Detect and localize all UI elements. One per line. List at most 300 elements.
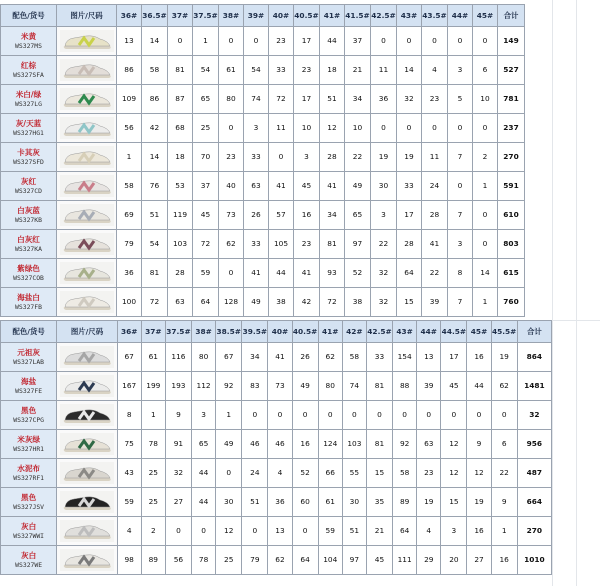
column-header: 40.5#: [294, 5, 320, 27]
size-quantity-cell: 79: [117, 230, 142, 259]
column-header: 合计: [517, 321, 551, 343]
colorway-cell: [1, 430, 57, 459]
table-row: [1, 201, 525, 230]
size-quantity-cell: 26: [292, 343, 318, 372]
size-quantity-cell: 15: [397, 288, 422, 317]
size-quantity-cell: 44: [320, 27, 345, 56]
column-header: 38.5#: [216, 321, 242, 343]
row-total-cell: 781: [498, 85, 525, 114]
size-quantity-cell: 73: [219, 201, 244, 230]
size-quantity-cell: 2: [473, 143, 498, 172]
product-image-cell: [57, 372, 117, 401]
size-quantity-cell: 33: [366, 343, 392, 372]
size-quantity-cell: 16: [292, 430, 318, 459]
column-header: 41#: [320, 5, 345, 27]
size-quantity-cell: 44: [192, 459, 216, 488]
size-quantity-cell: 55: [342, 459, 366, 488]
size-quantity-cell: 58: [393, 459, 417, 488]
size-quantity-cell: 10: [294, 114, 320, 143]
column-header: 38#: [219, 5, 244, 27]
sneaker-image: [60, 117, 114, 139]
colorway-name: 卡其灰: [17, 147, 40, 157]
colorway-name: 元祖灰: [17, 347, 41, 357]
size-quantity-cell: 52: [292, 459, 318, 488]
size-quantity-cell: 30: [342, 488, 366, 517]
size-quantity-cell: 105: [269, 230, 294, 259]
size-quantity-cell: 38: [345, 288, 371, 317]
colorway-name: 白灰红: [17, 234, 40, 244]
sku-code: WS327SFD: [13, 158, 44, 167]
size-quantity-cell: 46: [268, 430, 292, 459]
size-quantity-cell: 44: [467, 372, 491, 401]
size-quantity-cell: 45: [366, 546, 392, 575]
sneaker-image: [60, 88, 114, 110]
size-quantity-cell: 0: [467, 401, 491, 430]
size-quantity-cell: 17: [441, 343, 467, 372]
size-quantity-cell: 41: [320, 172, 345, 201]
size-quantity-cell: 92: [216, 372, 242, 401]
size-quantity-cell: 0: [219, 114, 244, 143]
size-quantity-cell: 103: [342, 430, 366, 459]
row-total-cell: 487: [517, 459, 551, 488]
column-header: 37#: [141, 321, 165, 343]
size-quantity-cell: 22: [491, 459, 517, 488]
product-image-cell: [57, 517, 117, 546]
row-total-cell: 615: [498, 259, 525, 288]
colorway-name: 水泥布: [17, 463, 41, 473]
size-quantity-cell: 72: [193, 230, 219, 259]
product-image-cell: [57, 459, 117, 488]
size-quantity-cell: 54: [244, 56, 269, 85]
colorway-name: 灰/天蓝: [15, 118, 42, 128]
size-quantity-cell: 4: [422, 56, 448, 85]
size-quantity-cell: 0: [292, 517, 318, 546]
size-quantity-cell: 33: [244, 230, 269, 259]
row-total-cell: 270: [498, 143, 525, 172]
size-quantity-cell: 32: [371, 288, 397, 317]
size-quantity-cell: 62: [318, 343, 342, 372]
column-header: 42.5#: [366, 321, 392, 343]
sneaker-image: [60, 549, 114, 571]
size-quantity-cell: 44: [269, 259, 294, 288]
size-quantity-cell: 79: [242, 546, 268, 575]
size-quantity-cell: 119: [168, 201, 193, 230]
size-quantity-cell: 62: [268, 546, 292, 575]
sneaker-image: [60, 204, 114, 226]
column-header: 图片/尺码: [57, 5, 117, 27]
column-header: 38#: [192, 321, 216, 343]
size-quantity-cell: 1: [117, 143, 142, 172]
colorway-name: 米黄: [20, 31, 37, 41]
size-quantity-cell: 0: [219, 27, 244, 56]
size-quantity-cell: 32: [165, 459, 191, 488]
size-quantity-cell: 36: [268, 488, 292, 517]
colorway-name: 黑色: [21, 492, 37, 502]
table-row: [1, 27, 525, 56]
size-quantity-cell: 23: [269, 27, 294, 56]
colorway-name: 米灰绿: [17, 434, 41, 444]
size-quantity-cell: 42: [294, 288, 320, 317]
row-total-cell: 1010: [517, 546, 551, 575]
size-quantity-cell: 32: [397, 85, 422, 114]
size-quantity-cell: 100: [117, 288, 142, 317]
size-quantity-cell: 38: [269, 288, 294, 317]
size-quantity-cell: 51: [142, 201, 168, 230]
size-quantity-cell: 25: [141, 459, 165, 488]
sku-code: WS327FB: [15, 303, 42, 312]
column-header: 45#: [473, 5, 498, 27]
size-quantity-cell: 86: [142, 85, 168, 114]
size-quantity-cell: 16: [294, 201, 320, 230]
size-quantity-cell: 19: [467, 488, 491, 517]
product-image-cell: [57, 201, 117, 230]
size-quantity-cell: 52: [345, 259, 371, 288]
product-image-cell: [57, 85, 117, 114]
inventory-table-2: [0, 320, 552, 575]
size-quantity-cell: 0: [292, 401, 318, 430]
size-quantity-cell: 39: [417, 372, 441, 401]
colorway-cell: [1, 517, 57, 546]
size-quantity-cell: 74: [342, 372, 366, 401]
size-quantity-cell: 17: [397, 201, 422, 230]
size-quantity-cell: 21: [366, 517, 392, 546]
size-quantity-cell: 0: [192, 517, 216, 546]
size-quantity-cell: 51: [342, 517, 366, 546]
size-quantity-cell: 0: [366, 401, 392, 430]
size-quantity-cell: 67: [117, 343, 141, 372]
column-header: 37.5#: [193, 5, 219, 27]
sku-code: WS327CD: [15, 187, 42, 196]
size-quantity-cell: 12: [441, 459, 467, 488]
row-total-cell: 237: [498, 114, 525, 143]
column-header: 40#: [268, 321, 292, 343]
column-header: 配色/货号: [1, 321, 57, 343]
size-quantity-cell: 9: [467, 430, 491, 459]
row-total-cell: 610: [498, 201, 525, 230]
column-header: 44#: [417, 321, 441, 343]
size-quantity-cell: 64: [397, 259, 422, 288]
size-quantity-cell: 0: [473, 230, 498, 259]
colorway-name: 灰白: [21, 550, 37, 560]
column-header: 36#: [117, 5, 142, 27]
colorway-cell: [1, 230, 57, 259]
size-quantity-cell: 72: [320, 288, 345, 317]
colorway-name: 黑色: [21, 405, 37, 415]
size-quantity-cell: 56: [117, 114, 142, 143]
colorway-cell: [1, 143, 57, 172]
table-row: [1, 488, 552, 517]
colorway-name: 紫绿色: [17, 263, 40, 273]
product-image-cell: [57, 114, 117, 143]
size-quantity-cell: 43: [117, 459, 141, 488]
size-quantity-cell: 41: [269, 172, 294, 201]
size-quantity-cell: 21: [345, 56, 371, 85]
size-quantity-cell: 3: [244, 114, 269, 143]
size-quantity-cell: 14: [397, 56, 422, 85]
size-quantity-cell: 0: [219, 259, 244, 288]
column-header: 44.5#: [441, 321, 467, 343]
size-quantity-cell: 66: [318, 459, 342, 488]
sneaker-image: [60, 375, 114, 397]
sku-code: WS327KB: [15, 216, 42, 225]
sku-code: WS327WWI: [13, 532, 45, 541]
sku-code: WS327KA: [15, 245, 42, 254]
table-row: [1, 546, 552, 575]
size-quantity-cell: 13: [417, 343, 441, 372]
size-quantity-cell: 91: [165, 430, 191, 459]
product-image-cell: [57, 56, 117, 85]
size-quantity-cell: 3: [192, 401, 216, 430]
size-quantity-cell: 36: [117, 259, 142, 288]
size-quantity-cell: 32: [371, 259, 397, 288]
size-quantity-cell: 0: [448, 172, 473, 201]
size-quantity-cell: 70: [193, 143, 219, 172]
size-quantity-cell: 111: [393, 546, 417, 575]
size-quantity-cell: 0: [393, 401, 417, 430]
size-quantity-cell: 3: [441, 517, 467, 546]
row-total-cell: 270: [517, 517, 551, 546]
size-quantity-cell: 62: [219, 230, 244, 259]
size-quantity-cell: 0: [473, 201, 498, 230]
sneaker-image: [60, 175, 114, 197]
product-image-cell: [57, 430, 117, 459]
column-header: 44#: [448, 5, 473, 27]
column-header: 39.5#: [242, 321, 268, 343]
size-quantity-cell: 14: [142, 143, 168, 172]
table-row: [1, 372, 552, 401]
size-quantity-cell: 26: [244, 201, 269, 230]
size-quantity-cell: 0: [473, 27, 498, 56]
product-image-cell: [57, 288, 117, 317]
size-quantity-cell: 33: [397, 172, 422, 201]
product-image-cell: [57, 343, 117, 372]
size-quantity-cell: 97: [345, 230, 371, 259]
size-quantity-cell: 39: [422, 288, 448, 317]
sku-code: WS327WE: [15, 561, 43, 570]
size-quantity-cell: 41: [422, 230, 448, 259]
size-quantity-cell: 0: [168, 27, 193, 56]
header-row: [1, 5, 525, 27]
size-quantity-cell: 81: [366, 430, 392, 459]
size-quantity-cell: 93: [320, 259, 345, 288]
sku-code: WS327CPG: [13, 416, 45, 425]
size-quantity-cell: 0: [448, 114, 473, 143]
size-quantity-cell: 167: [117, 372, 141, 401]
column-header: 39#: [244, 5, 269, 27]
column-header: 45#: [467, 321, 491, 343]
row-total-cell: 864: [517, 343, 551, 372]
column-header: 图片/尺码: [57, 321, 117, 343]
size-quantity-cell: 56: [165, 546, 191, 575]
size-quantity-cell: 98: [117, 546, 141, 575]
size-quantity-cell: 64: [393, 517, 417, 546]
colorway-cell: [1, 56, 57, 85]
size-quantity-cell: 0: [448, 27, 473, 56]
row-total-cell: 956: [517, 430, 551, 459]
size-quantity-cell: 11: [269, 114, 294, 143]
colorway-cell: [1, 201, 57, 230]
size-quantity-cell: 22: [345, 143, 371, 172]
size-quantity-cell: 81: [366, 372, 392, 401]
row-total-cell: 760: [498, 288, 525, 317]
product-image-cell: [57, 143, 117, 172]
size-quantity-cell: 103: [168, 230, 193, 259]
product-image-cell: [57, 172, 117, 201]
size-quantity-cell: 72: [269, 85, 294, 114]
sneaker-image: [60, 262, 114, 284]
colorway-cell: [1, 546, 57, 575]
size-quantity-cell: 34: [345, 85, 371, 114]
size-quantity-cell: 67: [216, 343, 242, 372]
row-total-cell: 32: [517, 401, 551, 430]
size-quantity-cell: 88: [393, 372, 417, 401]
size-quantity-cell: 65: [193, 85, 219, 114]
size-quantity-cell: 1: [473, 288, 498, 317]
size-quantity-cell: 16: [491, 546, 517, 575]
table-row: [1, 172, 525, 201]
size-quantity-cell: 63: [244, 172, 269, 201]
table-row: [1, 259, 525, 288]
size-quantity-cell: 34: [320, 201, 345, 230]
size-quantity-cell: 59: [117, 488, 141, 517]
colorway-name: 海盐: [21, 376, 37, 386]
size-quantity-cell: 1: [216, 401, 242, 430]
size-quantity-cell: 27: [467, 546, 491, 575]
size-quantity-cell: 58: [342, 343, 366, 372]
size-quantity-cell: 81: [320, 230, 345, 259]
column-header: 42.5#: [371, 5, 397, 27]
size-quantity-cell: 24: [242, 459, 268, 488]
size-quantity-cell: 22: [371, 230, 397, 259]
size-quantity-cell: 23: [294, 230, 320, 259]
column-header: 40.5#: [292, 321, 318, 343]
size-quantity-cell: 49: [244, 288, 269, 317]
size-quantity-cell: 23: [294, 56, 320, 85]
size-quantity-cell: 6: [491, 430, 517, 459]
size-quantity-cell: 28: [168, 259, 193, 288]
inventory-table-1: [0, 4, 525, 317]
size-quantity-cell: 30: [216, 488, 242, 517]
column-header: 42#: [342, 321, 366, 343]
colorway-name: 灰白: [21, 521, 37, 531]
size-quantity-cell: 0: [342, 401, 366, 430]
size-quantity-cell: 12: [216, 517, 242, 546]
size-quantity-cell: 14: [473, 259, 498, 288]
size-quantity-cell: 0: [441, 401, 467, 430]
size-quantity-cell: 81: [168, 56, 193, 85]
size-quantity-cell: 68: [168, 114, 193, 143]
sneaker-image: [60, 520, 114, 542]
size-quantity-cell: 128: [219, 288, 244, 317]
size-quantity-cell: 1: [473, 172, 498, 201]
size-quantity-cell: 19: [371, 143, 397, 172]
table-row: [1, 401, 552, 430]
size-quantity-cell: 14: [142, 27, 168, 56]
size-quantity-cell: 41: [244, 259, 269, 288]
sku-code: WS327LAB: [13, 358, 45, 367]
colorway-name: 红棕: [20, 60, 37, 70]
size-quantity-cell: 61: [219, 56, 244, 85]
size-quantity-cell: 17: [294, 27, 320, 56]
size-quantity-cell: 92: [393, 430, 417, 459]
header-row: [1, 321, 552, 343]
size-quantity-cell: 3: [294, 143, 320, 172]
size-quantity-cell: 0: [397, 114, 422, 143]
size-quantity-cell: 0: [242, 517, 268, 546]
size-quantity-cell: 69: [117, 201, 142, 230]
column-header: 43#: [393, 321, 417, 343]
size-quantity-cell: 89: [141, 546, 165, 575]
size-quantity-cell: 13: [268, 517, 292, 546]
colorway-cell: [1, 27, 57, 56]
product-image-cell: [57, 27, 117, 56]
size-quantity-cell: 9: [165, 401, 191, 430]
row-total-cell: 664: [517, 488, 551, 517]
table-row: [1, 56, 525, 85]
size-quantity-cell: 2: [141, 517, 165, 546]
size-quantity-cell: 36: [371, 85, 397, 114]
table-row: [1, 114, 525, 143]
size-quantity-cell: 0: [397, 27, 422, 56]
product-image-cell: [57, 230, 117, 259]
size-quantity-cell: 73: [268, 372, 292, 401]
size-quantity-cell: 9: [491, 488, 517, 517]
column-header: 45.5#: [491, 321, 517, 343]
size-quantity-cell: 74: [244, 85, 269, 114]
colorway-name: 灰红: [20, 176, 37, 186]
size-quantity-cell: 45: [441, 372, 467, 401]
column-header: 43.5#: [422, 5, 448, 27]
size-quantity-cell: 80: [318, 372, 342, 401]
product-image-cell: [57, 546, 117, 575]
colorway-cell: [1, 401, 57, 430]
size-quantity-cell: 65: [345, 201, 371, 230]
size-quantity-cell: 193: [165, 372, 191, 401]
size-quantity-cell: 5: [448, 85, 473, 114]
size-quantity-cell: 13: [117, 27, 142, 56]
sku-code: WS327FE: [15, 387, 43, 396]
colorway-cell: [1, 288, 57, 317]
size-quantity-cell: 16: [467, 517, 491, 546]
size-quantity-cell: 4: [117, 517, 141, 546]
size-quantity-cell: 87: [168, 85, 193, 114]
size-quantity-cell: 35: [366, 488, 392, 517]
size-quantity-cell: 0: [244, 27, 269, 56]
size-quantity-cell: 41: [294, 259, 320, 288]
colorway-cell: [1, 259, 57, 288]
size-quantity-cell: 45: [294, 172, 320, 201]
size-quantity-cell: 60: [292, 488, 318, 517]
size-quantity-cell: 30: [371, 172, 397, 201]
colorway-name: 海盐白: [17, 292, 40, 302]
row-total-cell: 1481: [517, 372, 551, 401]
size-quantity-cell: 46: [242, 430, 268, 459]
size-quantity-cell: 4: [417, 517, 441, 546]
size-quantity-cell: 33: [244, 143, 269, 172]
row-total-cell: 591: [498, 172, 525, 201]
column-header: 40#: [269, 5, 294, 27]
size-quantity-cell: 76: [142, 172, 168, 201]
size-quantity-cell: 19: [491, 343, 517, 372]
size-quantity-cell: 0: [371, 27, 397, 56]
size-quantity-cell: 112: [192, 372, 216, 401]
size-quantity-cell: 7: [448, 201, 473, 230]
colorway-cell: [1, 488, 57, 517]
colorway-cell: [1, 114, 57, 143]
sku-code: WS327JSV: [13, 503, 45, 512]
size-quantity-cell: 80: [192, 343, 216, 372]
size-quantity-cell: 8: [117, 401, 141, 430]
